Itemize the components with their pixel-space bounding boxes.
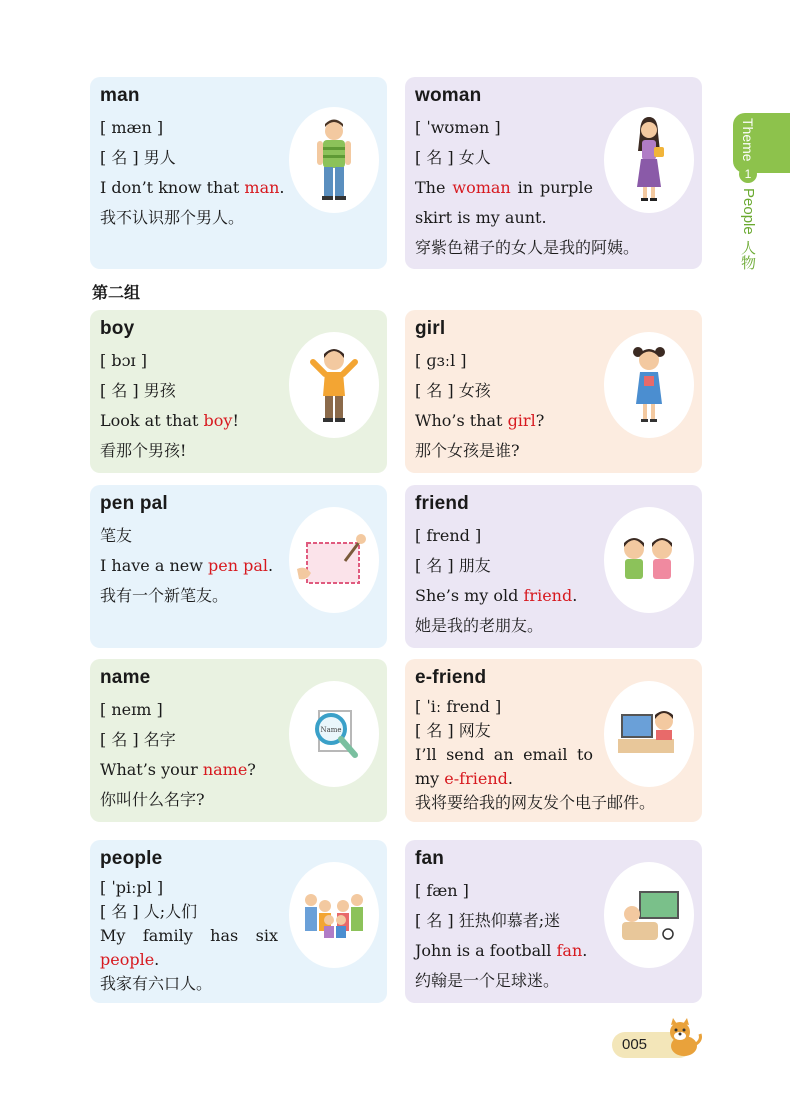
- highlighted-word: fan: [556, 941, 583, 960]
- highlighted-word: e-friend: [444, 769, 508, 788]
- part-of-speech: [ 名 ] 女孩: [415, 381, 491, 400]
- word-card-pen-pal: [90, 485, 387, 648]
- part-of-speech: [ 名 ] 名字: [100, 730, 176, 749]
- name-tag-text: Name: [320, 726, 342, 734]
- boy-icon: [289, 332, 379, 438]
- word-card-girl: [405, 310, 702, 473]
- computer-chat-icon: [604, 681, 694, 787]
- example-sentence-line1: I’ll send an email to: [415, 745, 593, 764]
- page-number: 005: [622, 1036, 648, 1053]
- word-title: people: [100, 848, 163, 869]
- highlighted-word: boy: [203, 411, 233, 430]
- highlighted-word: woman: [452, 178, 511, 197]
- phonetic: [ ˈwʊmən ]: [415, 118, 501, 137]
- letter-writing-icon: [289, 507, 379, 613]
- word-card-woman: [405, 77, 702, 269]
- phonetic: [ ˈiː frend ]: [415, 697, 502, 716]
- word-title: fan: [415, 848, 445, 869]
- word-card-name: [90, 659, 387, 822]
- example-sentence: She’s my old friend.: [415, 586, 578, 605]
- word-title: boy: [100, 318, 135, 339]
- dog-icon: [660, 1016, 704, 1060]
- theme-label: Theme: [740, 118, 756, 162]
- part-of-speech: [ 名 ] 网友: [415, 721, 491, 740]
- phonetic: [ bɔɪ ]: [100, 351, 147, 370]
- phonetic: [ ɡɜːl ]: [415, 351, 467, 370]
- family-icon: [289, 862, 379, 968]
- part-of-speech: [ 名 ] 男人: [100, 148, 176, 167]
- word-title: friend: [415, 493, 469, 514]
- girl-icon: [604, 332, 694, 438]
- translation: 我将要给我的网友发个电子邮件。: [415, 793, 656, 812]
- translation: 我家有六口人。: [100, 974, 213, 993]
- highlighted-word: pen pal: [208, 556, 269, 575]
- example-sentence: The woman in purple: [415, 178, 594, 197]
- part-of-speech: [ 名 ] 女人: [415, 148, 491, 167]
- part-of-speech: [ 名 ] 朋友: [415, 556, 491, 575]
- word-card-e-friend: [405, 659, 702, 822]
- translation: 看那个男孩!: [100, 441, 187, 460]
- name-tag-icon: [289, 681, 379, 787]
- football-fan-icon: [604, 862, 694, 968]
- phonetic: [ neɪm ]: [100, 700, 163, 719]
- word-card-fan: [405, 840, 702, 1003]
- example-sentence-line1: My family has six: [100, 926, 278, 945]
- word-card-friend: [405, 485, 702, 648]
- translation: 她是我的老朋友。: [415, 616, 544, 635]
- word-title: man: [100, 85, 140, 106]
- friends-icon: [604, 507, 694, 613]
- example-sentence: Who’s that girl?: [415, 411, 545, 430]
- example-sentence: I have a new pen pal.: [100, 556, 274, 575]
- word-card-man: [90, 77, 387, 269]
- part-of-speech: [ 名 ] 男孩: [100, 381, 176, 400]
- example-sentence: I don’t know that man.: [100, 178, 285, 197]
- highlighted-word: friend: [523, 586, 573, 605]
- part-of-speech: 笔友: [100, 526, 133, 545]
- woman-icon: [604, 107, 694, 213]
- translation: 我不认识那个男人。: [100, 208, 245, 227]
- word-card-boy: [90, 310, 387, 473]
- example-sentence-line2: skirt is my aunt.: [415, 208, 547, 227]
- word-title: pen pal: [100, 493, 168, 514]
- highlighted-word: people: [100, 950, 155, 969]
- word-title: girl: [415, 318, 446, 339]
- translation: 我有一个新笔友。: [100, 586, 229, 605]
- group-label: 第二组: [92, 283, 141, 302]
- translation: 约翰是一个足球迷。: [415, 971, 560, 990]
- translation: 你叫什么名字?: [100, 790, 205, 809]
- highlighted-word: girl: [507, 411, 536, 430]
- example-sentence: people.: [100, 950, 160, 969]
- word-title: e-friend: [415, 667, 487, 688]
- category-english: People: [740, 188, 757, 235]
- highlighted-word: man: [244, 178, 280, 197]
- phonetic: [ fæn ]: [415, 881, 469, 900]
- example-sentence: What’s your name?: [100, 760, 256, 779]
- word-card-people: [90, 840, 387, 1003]
- word-title: woman: [415, 85, 482, 106]
- phonetic: [ frend ]: [415, 526, 482, 545]
- category-chinese: 人物: [739, 240, 757, 270]
- example-sentence: John is a football fan.: [415, 941, 588, 960]
- theme-number: 1: [739, 165, 757, 183]
- man-icon: [289, 107, 379, 213]
- phonetic: [ mæn ]: [100, 118, 164, 137]
- word-title: name: [100, 667, 151, 688]
- example-sentence: Look at that boy!: [100, 411, 239, 430]
- highlighted-word: name: [202, 760, 248, 779]
- part-of-speech: [ 名 ] 人;人们: [100, 902, 198, 921]
- translation: 那个女孩是谁?: [415, 441, 520, 460]
- example-sentence: my e-friend.: [415, 769, 513, 788]
- part-of-speech: [ 名 ] 狂热仰慕者;迷: [415, 911, 561, 930]
- translation: 穿紫色裙子的女人是我的阿姨。: [415, 238, 640, 257]
- phonetic: [ ˈpiːpl ]: [100, 878, 164, 897]
